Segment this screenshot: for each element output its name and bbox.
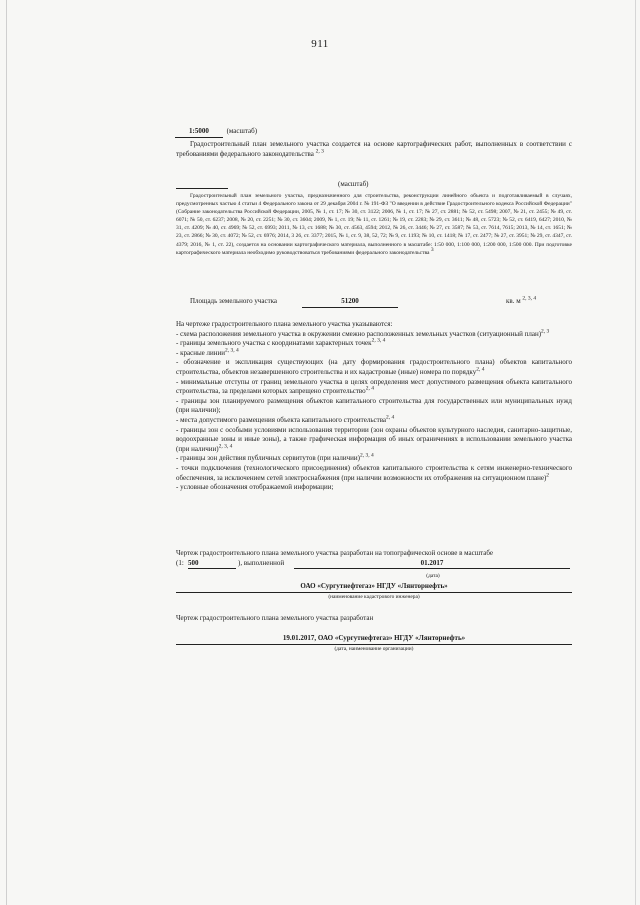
list-item-note: 2, 3, 4	[224, 347, 239, 354]
drawing-scale-prefix: (1:	[176, 558, 184, 567]
list-item-text: - места допустимого размещения объекта капитального строительства	[176, 415, 387, 424]
linear-object-note-text: Градостроительный план земельного участка, предназначенного для строительства, реконструкции линейного объекта и подготавливаемый в случаях, предусмотренных частью 4 статьи 4 Федерального закона от 29 декабря 2004 г. № 191-ФЗ "О введении в действие Градостроительного кодекса Российской Федерации" (Собрание законодательства Российской Федерации, 2005, № 1, ст. 17; № 30, ст. 3122; 2006, № 1, ст. 17; № 27, ст. 2881; № 52, ст. 5498; 2007, № 21, ст. 2455; № 49, ст. 6071; № 50, ст. 6237; 2008, № 20, ст. 2251; № 30, ст. 3604; 2009, № 1, ст. 19; № 11, ст. 1261; № 19, ст. 2283; № 29, ст. 3611; № 48, ст. 5723; № 52, ст. 6419, 6427; 2010, № 31, ст. 4209; № 40, ст. 4969; № 52, ст. 6993; 2011, № 13, ст. 1688; № 30, ст. 4563, 4594; 2012, № 26, ст. 3446; № 27, ст. 3587; № 53, ст. 7614, 7615; 2013, № 14, ст. 1651; № 23, ст. 2866; № 30, ст. 4072; № 52, ст. 6976; 2014, 3 26, ст. 3377; 2015, № 1, ст. 9, 38, 52, 72; № 9, ст. 1193; № 10, ст. 1418; № 17, ст. 2477; № 27, ст. 3951; № 29, ст. 4347, ст. 4379; 2016, № 1, ст. 22), создается на основании картографического материала, выполненного в масштабе: 1:50 000, 1:100 000, 1:200 000, 1:500 000. При подготовке картографического материала необходимо руководствоваться требованиями федерального законодательства	[176, 193, 572, 256]
scale-description-note: 2, 3	[315, 148, 324, 155]
area-unit-line	[506, 297, 536, 307]
scale-blank-line	[176, 188, 228, 189]
area-note: 2, 3, 4	[522, 295, 537, 302]
list-item-text: - точки подключения (технологического присоединения) объектов капитального строительства к сетям инженерно-технического обеспечения, за исключением сетей электроснабжения (при наличии возможности их отображения на ситуационном плане)	[176, 463, 572, 482]
list-item-note: 2, 4	[476, 366, 485, 373]
list-item	[176, 358, 572, 377]
drawing-scale-value: 500	[188, 559, 236, 570]
list-item-text: - красные линии	[176, 348, 225, 357]
list-item-note: 2, 4	[386, 414, 395, 421]
developed-caption: (дата, наименование организации)	[334, 646, 414, 652]
drawing-scale-suffix: ), выполненной	[238, 558, 285, 567]
scale-label-2: (масштаб)	[338, 180, 369, 188]
page-number: 911	[311, 38, 329, 50]
list-item-text: - схема расположения земельного участка в окружении смежно расположенных земельных участков (ситуационный план)	[176, 329, 542, 338]
list-item-note: 2, 3, 4	[359, 452, 374, 459]
list-item-text: - границы зон планируемого размещения объектов капитального строительства для государственных или муниципальных нужд (при наличии);	[176, 396, 572, 415]
list-item-note: 2, 3, 4	[218, 443, 233, 450]
linear-object-note	[176, 192, 572, 257]
drawing-basis	[176, 549, 572, 570]
list-item	[176, 454, 572, 464]
list-item	[176, 464, 572, 483]
developed-text: Чертеж градостроительного плана земельного участка разработан	[176, 614, 374, 622]
linear-object-note-ref: 3	[430, 246, 434, 253]
list-item	[176, 349, 572, 359]
scan-edge-left	[6, 0, 7, 905]
scale-description-text: Градостроительный план земельного участка создается на основе картографических работ, выполненных в соответствии с требованиями федерального законодательства	[176, 140, 572, 158]
scale-value: 1:5000	[175, 127, 223, 138]
area-label: Площадь земельного участка	[190, 297, 278, 305]
list-intro: На чертеже градостроительного плана земельного участка указываются:	[176, 320, 393, 328]
list-item-note: 2	[546, 472, 550, 479]
developed-org: 19.01.2017, ОАО «Сургутнефтегаз» НГДУ «Лянторнефть»	[176, 634, 572, 645]
drawing-date-caption: (дата)	[426, 573, 440, 579]
cadastral-engineer-caption: (наименование кадастрового инженера)	[328, 594, 420, 600]
list-item-note: 2, 3, 4	[371, 337, 386, 344]
list-items	[176, 330, 572, 493]
list-item-text: - обозначение и экспликация существующих (на дату формирования градостроительного плана) объектов капитального строительства, объектов незавершенного строительства и их кадастровые (иные) номера по порядку	[176, 358, 572, 376]
area-value: 51200	[302, 297, 398, 308]
list-item	[176, 378, 572, 397]
list-item-note: 2, 4	[365, 385, 374, 392]
list-item	[176, 397, 572, 416]
list-item-text: - минимальные отступы от границ земельного участка в целях определения мест допустимого размещения объекта капитального строительства, за пределами которых запрещено строительство	[176, 377, 572, 396]
drawing-basis-scale-line	[176, 559, 572, 570]
list-item-note: 2, 3	[541, 328, 550, 335]
list-item	[176, 426, 572, 455]
scale-label: (масштаб)	[226, 127, 258, 135]
area-unit: кв. м	[506, 297, 521, 305]
drawing-basis-text: Чертеж градостроительного плана земельного участка разработан на топографической основе в масштабе	[176, 549, 493, 557]
list-item-text: - условные обозначения отображаемой информации;	[176, 483, 334, 492]
scale-line	[175, 127, 257, 138]
list-item-text: - границы земельного участка с координатами характерных точек	[176, 339, 372, 348]
list-item-text: - границы зон действия публичных сервитутов (при наличии)	[176, 454, 360, 463]
scale-description	[176, 140, 572, 159]
cadastral-engineer: ОАО «Сургутнефтегаз» НГДУ «Лянторнефть»	[176, 582, 572, 593]
list-item	[176, 483, 572, 493]
list-item	[176, 416, 572, 426]
scan-edge-right	[635, 0, 636, 905]
list-item-text: - границы зон с особыми условиями использования территории (зон охраны объектов культурного наследия, санитарно-защитные, водоохранные зоны и иные зоны), а также графическая информация об иных ограничениях в использовании земельного участка (при наличии)	[176, 425, 572, 453]
drawing-date: 01.2017	[294, 559, 570, 570]
drawing-contents-list	[176, 320, 572, 493]
